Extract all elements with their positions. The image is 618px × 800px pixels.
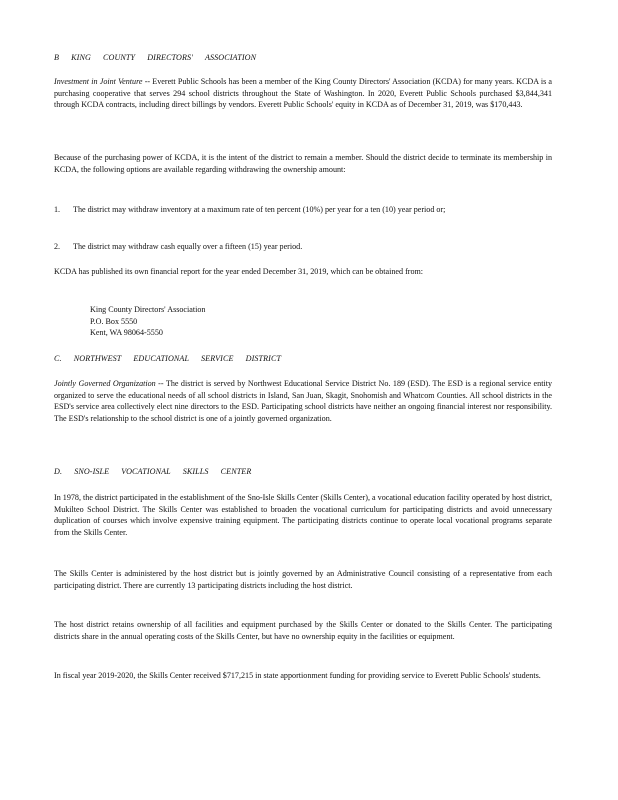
list-item-text: The district may withdraw cash equally over a fifteen (15) year period. xyxy=(73,242,303,251)
kcda-address xyxy=(90,304,390,339)
section-heading-kcda: B KING COUNTY DIRECTORS' ASSOCIATION xyxy=(54,53,257,62)
address-line: P.O. Box 5550 xyxy=(90,316,138,326)
kcda-paragraph-2: Because of the purchasing power of KCDA, it is the intent of the district to remain a member. Should the district decide to terminate its membership in KCDA, the following options are available regarding withdrawing the ownership amount: xyxy=(54,153,552,174)
kcda-paragraph-3: KCDA has published its own financial report for the year ended December 31, 2019, which can be obtained from: xyxy=(54,267,424,276)
list-item-text: The district may withdraw inventory at a maximum rate of ten percent (10%) per year for a ten (10) year period or; xyxy=(73,205,446,214)
section-heading-nwesd: C. NORTHWEST EDUCATIONAL SERVICE DISTRICT xyxy=(54,354,282,363)
list-number: 2. xyxy=(54,242,61,251)
nwesd-paragraph-1 xyxy=(54,378,552,424)
section-heading-skills-center: D. SNO-ISLE VOCATIONAL SKILLS CENTER xyxy=(54,467,252,476)
nwesd-paragraph-1-text: -- The district is served by Northwest Educational Service District No. 189 (ESD). The ESD is a regional service entity organized to serve the educational needs of all school districts in Island, San Juan, Skagit, Snohomish and Whatcom Counties. All school districts in the ESD's service area collectively elect nine directors to the ESD. Participating school districts have neither an ongoing financial interest nor responsibility. The ESD's relationship to the school district is one of a jointly governed organization. xyxy=(54,379,552,423)
skills-center-paragraph-2: The Skills Center is administered by the host district but is jointly governed by an Administrative Council consisting of a representative from each participating district. There are currently 13 participating districts including the host district. xyxy=(54,569,552,590)
kcda-lead-label: Investment in Joint Venture xyxy=(54,77,143,86)
skills-center-paragraph-3: The host district retains ownership of all facilities and equipment purchased by the Skills Center or donated to the Skills Center. The participating districts share in the annual operating costs of the Skills Center, but have no ownership equity in the facilities or equipment. xyxy=(54,620,552,641)
nwesd-lead-label: Jointly Governed Organization xyxy=(54,379,156,388)
skills-center-paragraph-4: In fiscal year 2019-2020, the Skills Center received $717,215 in state apportionment funding for providing service to Everett Public Schools' students. xyxy=(54,671,541,680)
address-line: King County Directors' Association xyxy=(90,305,206,314)
address-line: Kent, WA 98064-5550 xyxy=(90,328,163,338)
kcda-paragraph-1-text: -- Everett Public Schools has been a member of the King County Directors' Association (KCDA) for many years. KCDA is a purchasing cooperative that serves 294 school districts throughout the State of Washington. In 2020, Everett Public Schools purchased $3,844,341 through KCDA contracts, including direct billings by vendors. Everett Public Schools' equity in KCDA as of December 31, 2019, was $170,443. xyxy=(54,77,553,110)
list-number: 1. xyxy=(54,205,61,214)
skills-center-paragraph-1: In 1978, the district participated in the establishment of the Sno-Isle Skills Center (Skills Center), a vocational education facility operated by host district, Mukilteo School District. The Skills Center was established to broaden the vocational curriculum for participating districts and avoid unnecessary duplication of courses which involve expensive training equipment. The participating districts continue to operate local vocational programs separate from the Skills Center. xyxy=(54,493,552,537)
kcda-paragraph-1 xyxy=(54,76,552,111)
